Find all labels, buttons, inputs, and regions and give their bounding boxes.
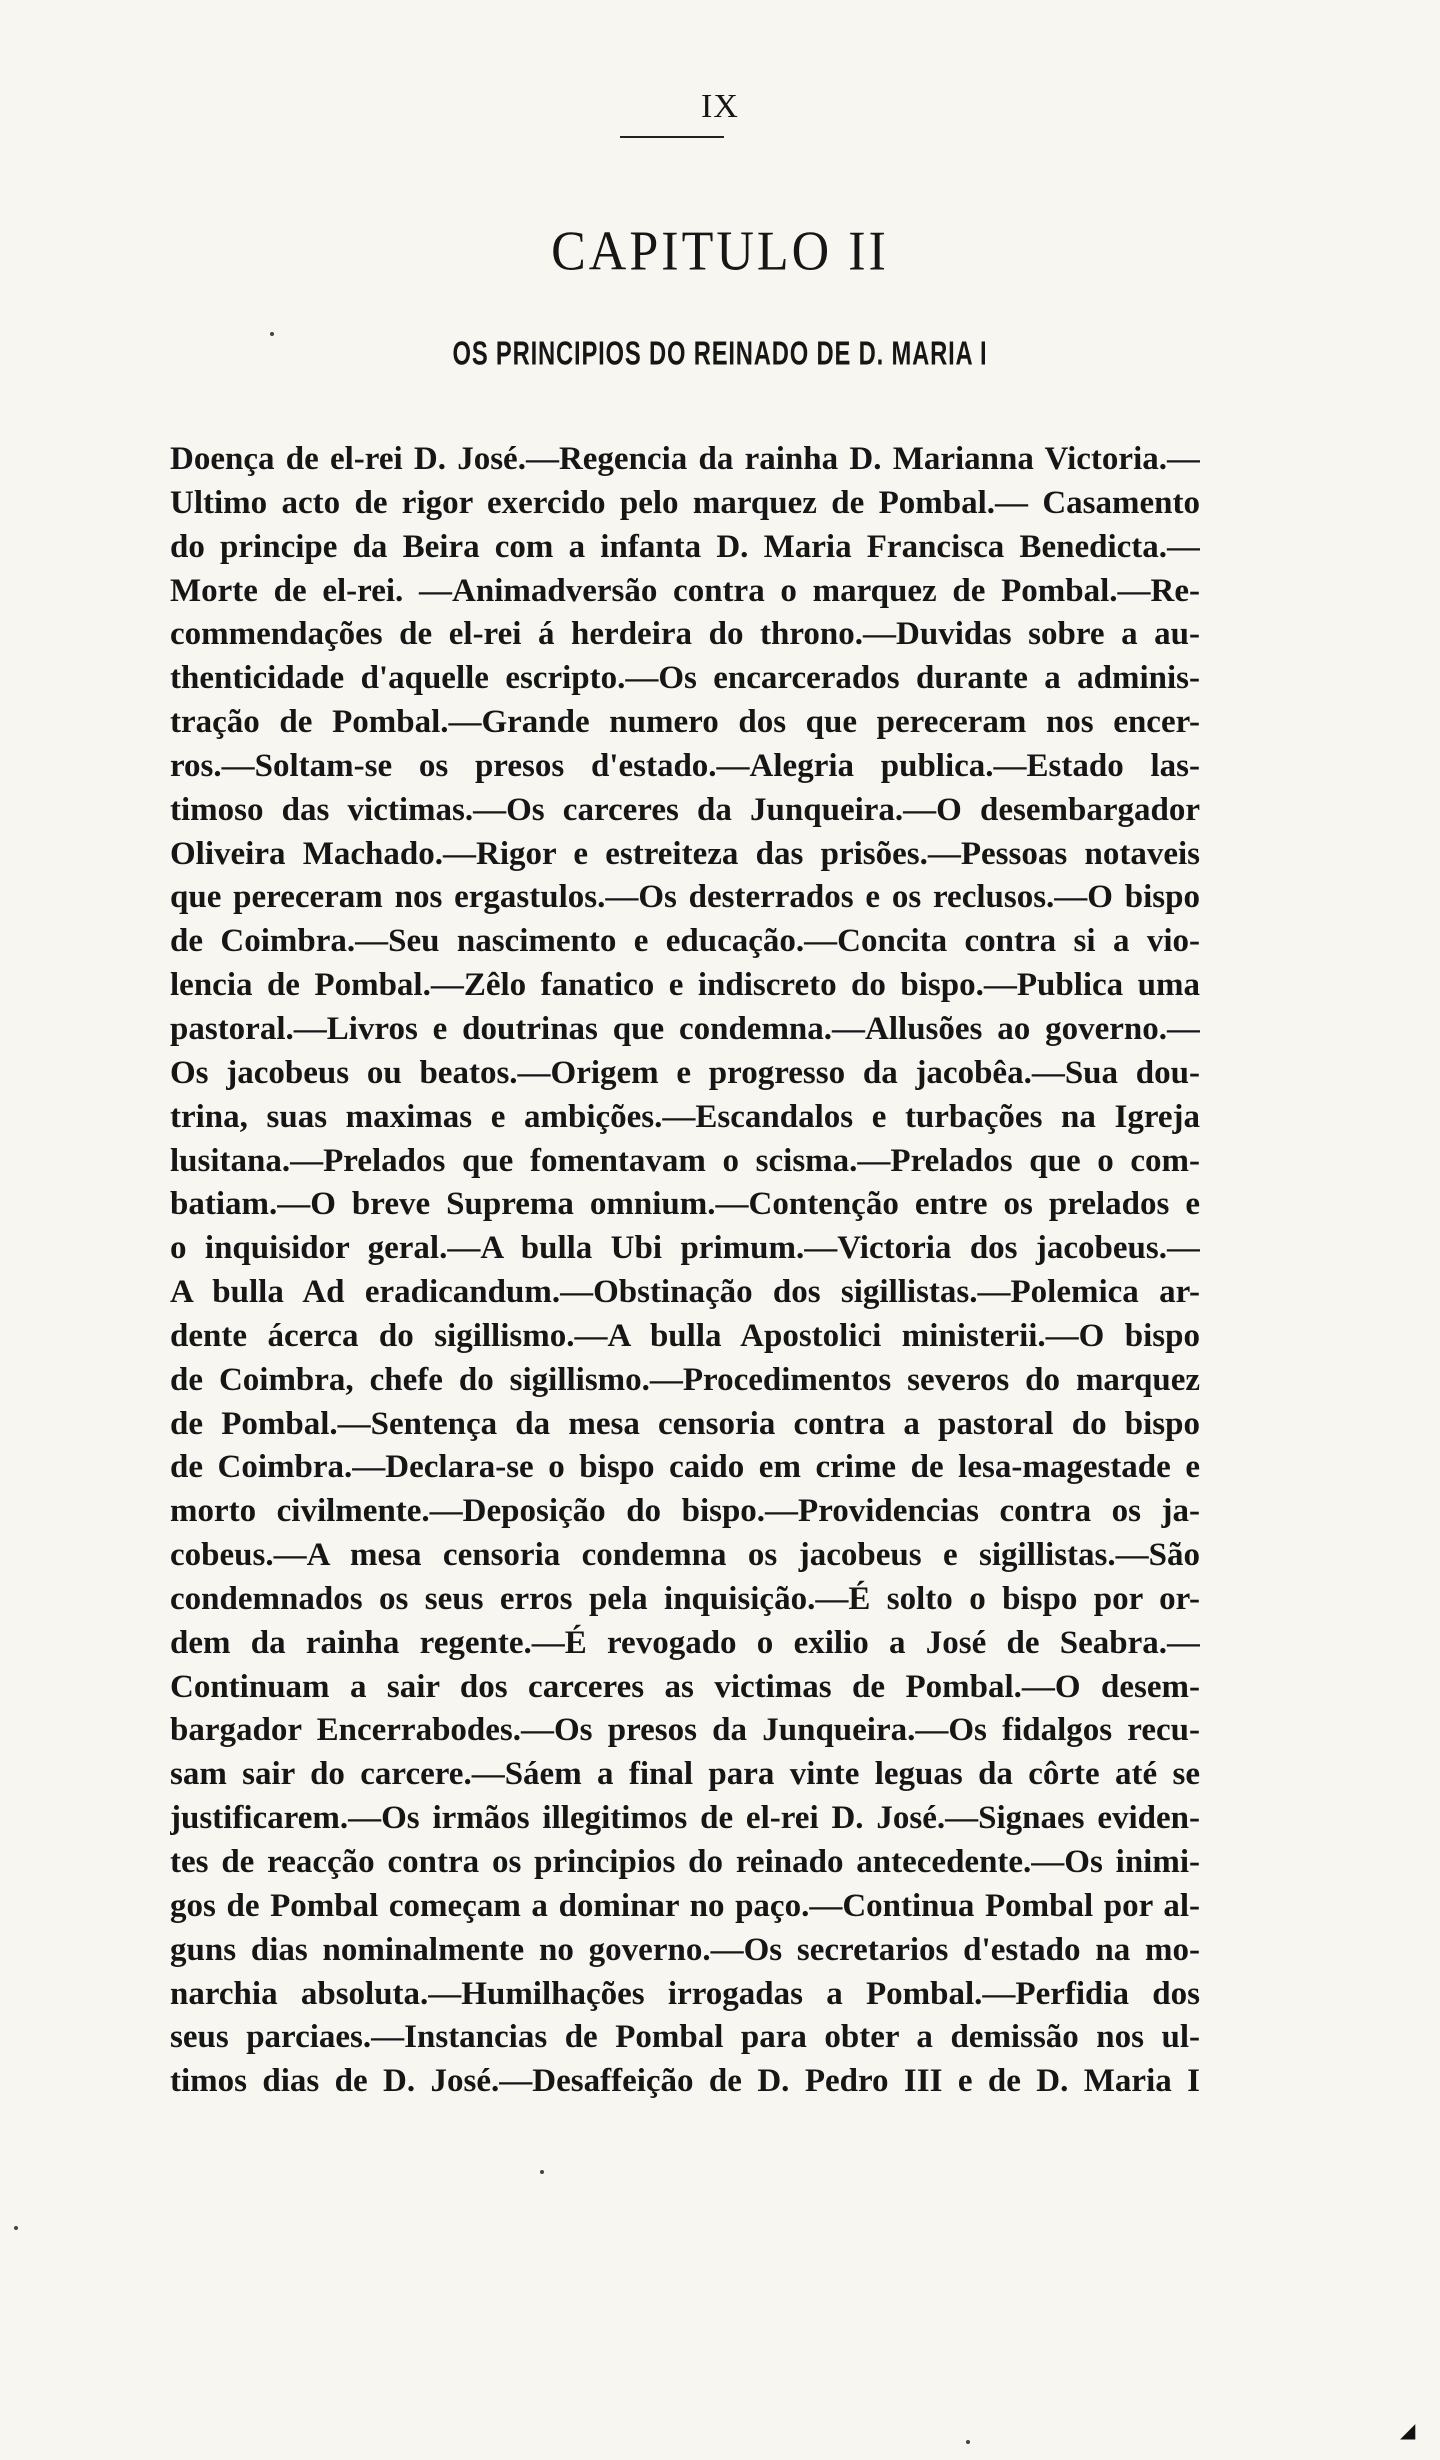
summary-line: A bulla Ad eradicandum.—Obstinação dos sigillistas.—Polemica ar- bbox=[170, 1274, 1200, 1311]
summary-line: do principe da Beira com a infanta D. Maria Francisca Benedicta.— bbox=[170, 528, 1200, 565]
summary-line: timos dias de D. José.—Desaffeição de D. Pedro III e de D. Maria I bbox=[170, 2063, 1200, 2100]
summary-line: bargador Encerrabodes.—Os presos da Junqueira.—Os fidalgos recu- bbox=[170, 1712, 1200, 1749]
summary-line: de Coimbra.—Declara-se o bispo caido em crime de lesa-magestade e bbox=[170, 1449, 1200, 1486]
ink-speck bbox=[270, 332, 274, 336]
summary-line: guns dias nominalmente no governo.—Os secretarios d'estado na mo- bbox=[170, 1931, 1200, 1968]
summary-line: seus parciaes.—Instancias de Pombal para obter a demissão nos ul- bbox=[170, 2019, 1200, 2056]
summary-line: que pereceram nos ergastulos.—Os desterrados e os reclusos.—O bispo bbox=[170, 879, 1200, 916]
summary-line: cobeus.—A mesa censoria condemna os jacobeus e sigillistas.—São bbox=[170, 1537, 1200, 1574]
summary-line: justificarem.—Os irmãos illegitimos de el-rei D. José.—Signaes eviden- bbox=[170, 1800, 1200, 1837]
summary-line: batiam.—O breve Suprema omnium.—Contenção entre os prelados e bbox=[170, 1186, 1200, 1223]
summary-line: commendações de el-rei á herdeira do throno.—Duvidas sobre a au- bbox=[170, 616, 1200, 653]
summary-line: sam sair do carcere.—Sáem a final para vinte leguas da côrte até se bbox=[170, 1756, 1200, 1793]
summary-line: de Coimbra, chefe do sigillismo.—Procedimentos severos do marquez bbox=[170, 1361, 1200, 1398]
summary-line: de Pombal.—Sentença da mesa censoria contra a pastoral do bispo bbox=[170, 1405, 1200, 1442]
summary-line: tração de Pombal.—Grande numero dos que pereceram nos encer- bbox=[170, 704, 1200, 741]
summary-line: ros.—Soltam-se os presos d'estado.—Alegria publica.—Estado las- bbox=[170, 747, 1200, 784]
summary-line: pastoral.—Livros e doutrinas que condemna.—Allusões ao governo.— bbox=[170, 1010, 1200, 1047]
chapter-summary bbox=[170, 438, 1200, 2104]
summary-line: Os jacobeus ou beatos.—Origem e progresso da jacobêa.—Sua dou- bbox=[170, 1054, 1200, 1091]
summary-line: tes de reacção contra os principios do reinado antecedente.—Os inimi- bbox=[170, 1844, 1200, 1880]
page-number-rule bbox=[620, 136, 724, 138]
summary-line: timoso das victimas.—Os carceres da Junqueira.—O desembargador bbox=[170, 791, 1200, 828]
summary-line: Morte de el-rei. —Animadversão contra o marquez de Pombal.—Re- bbox=[170, 572, 1200, 609]
ink-speck bbox=[540, 2170, 544, 2174]
summary-line: trina, suas maximas e ambições.—Escandalos e turbações na Igreja bbox=[170, 1098, 1200, 1135]
summary-line: Doença de el-rei D. José.—Regencia da rainha D. Marianna Victoria.— bbox=[170, 441, 1200, 477]
summary-line: Continuam a sair dos carceres as victimas de Pombal.—O desem- bbox=[170, 1668, 1200, 1705]
summary-line: o inquisidor geral.—A bulla Ubi primum.—Victoria dos jacobeus.— bbox=[170, 1230, 1200, 1267]
ink-speck bbox=[966, 2440, 970, 2444]
summary-line: gos de Pombal começam a dominar no paço.—Continua Pombal por al- bbox=[170, 1887, 1200, 1924]
summary-line: thenticidade d'aquelle escripto.—Os encarcerados durante a adminis- bbox=[170, 660, 1200, 697]
corner-mark-icon: ◢ bbox=[1400, 2418, 1416, 2442]
summary-line: Ultimo acto de rigor exercido pelo marquez de Pombal.— Casamento bbox=[170, 484, 1200, 521]
summary-line: narchia absoluta.—Humilhações irrogadas a Pombal.—Perfidia dos bbox=[170, 1975, 1200, 2012]
summary-line: morto civilmente.—Deposição do bispo.—Providencias contra os ja- bbox=[170, 1493, 1200, 1530]
ink-speck bbox=[14, 2226, 18, 2230]
page-number: IX bbox=[701, 88, 739, 125]
summary-line: lusitana.—Prelados que fomentavam o scisma.—Prelados que o com- bbox=[170, 1142, 1200, 1179]
summary-line: condemnados os seus erros pela inquisição.—É solto o bispo por or- bbox=[170, 1580, 1200, 1617]
summary-line: Oliveira Machado.—Rigor e estreiteza das prisões.—Pessoas notaveis bbox=[170, 835, 1200, 872]
chapter-subtitle: OS PRINCIPIOS DO REINADO DE D. MARIA I bbox=[452, 335, 988, 373]
chapter-title: CAPITULO II bbox=[551, 220, 889, 283]
summary-line: de Coimbra.—Seu nascimento e educação.—Concita contra si a vio- bbox=[170, 923, 1200, 960]
summary-line: lencia de Pombal.—Zêlo fanatico e indiscreto do bispo.—Publica uma bbox=[170, 967, 1200, 1004]
summary-line: dente ácerca do sigillismo.—A bulla Apostolici ministerii.—O bispo bbox=[170, 1317, 1200, 1354]
summary-line: dem da rainha regente.—É revogado o exilio a José de Seabra.— bbox=[170, 1624, 1200, 1661]
